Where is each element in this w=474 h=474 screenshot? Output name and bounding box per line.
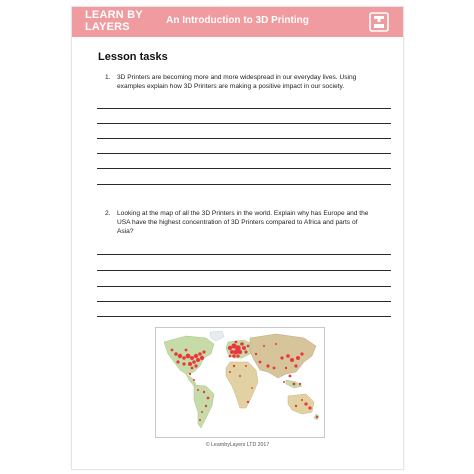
- answer-line[interactable]: [97, 270, 391, 271]
- question-text: Looking at the map of all the 3D Printers in the world. Explain why has Europe and the USA have the highest concentration of 3D Printers compared to Africa and parts of Asia?: [117, 210, 369, 235]
- answer-line[interactable]: [97, 254, 391, 255]
- answer-line[interactable]: [97, 168, 391, 169]
- world-map-graphic: [156, 328, 324, 437]
- answer-line[interactable]: [97, 286, 391, 287]
- brand-line-2: LAYERS: [85, 21, 130, 33]
- brand-line-1: LEARN BY: [85, 9, 143, 21]
- answer-line[interactable]: [97, 316, 391, 317]
- page-title: An Introduction to 3D Printing: [166, 15, 309, 26]
- answer-line[interactable]: [97, 184, 391, 185]
- answer-line[interactable]: [97, 108, 391, 109]
- section-title: Lesson tasks: [98, 51, 168, 63]
- question-number: 2.: [105, 210, 111, 217]
- header-banner: [72, 7, 403, 37]
- answer-line[interactable]: [97, 123, 391, 124]
- answer-line[interactable]: [97, 138, 391, 139]
- question-text: 3D Printers are becoming more and more widespread in our everyday lives. Using examples explain how 3D Printers are making a positive impact in our society.: [117, 74, 357, 90]
- question-2: [105, 209, 375, 236]
- question-1: [105, 73, 375, 91]
- world-map-image: [155, 327, 325, 438]
- 3d-printer-icon: [369, 12, 389, 32]
- worksheet-page: [71, 6, 404, 470]
- copyright-footer: © LearnbyLayers LTD 2017: [205, 442, 270, 448]
- answer-line[interactable]: [97, 301, 391, 302]
- question-number: 1.: [105, 74, 111, 81]
- answer-line[interactable]: [97, 153, 391, 154]
